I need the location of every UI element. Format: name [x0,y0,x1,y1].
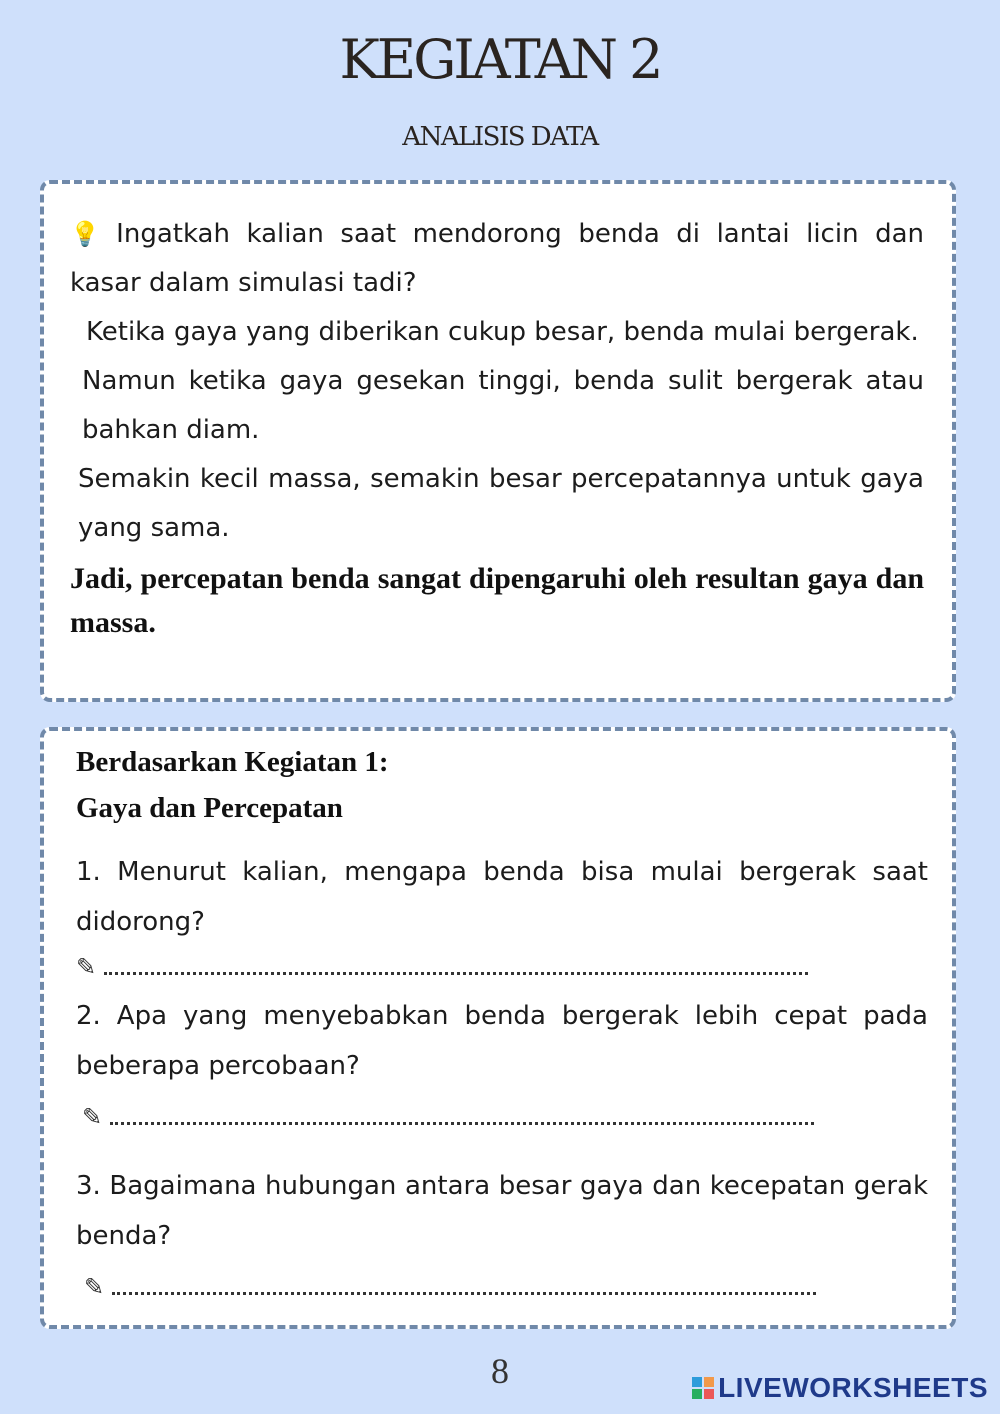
brand-name: LIVEWORKSHEETS [718,1372,988,1403]
intro-paragraph-text: Ingatkah kalian saat mendorong benda di lantai licin dan kasar dalam simulasi tadi? [70,219,925,298]
question-text: 2. Apa yang menyebabkan benda bergerak lebih cepat pada beberapa percobaan? [76,1001,928,1081]
answer-line[interactable] [76,1261,928,1301]
intro-paragraph: Namun ketika gaya gesekan tinggi, benda sulit bergerak atau bahkan diam. [82,366,924,445]
liveworksheets-logo-icon [692,1377,714,1399]
brand-logo[interactable] [692,1372,988,1404]
questions-subheading: Gaya dan Percepatan [76,792,343,824]
intro-paragraph: Ketika gaya yang diberikan cukup besar, benda mulai bergerak. [86,317,919,347]
intro-paragraph [70,210,924,308]
answer-input[interactable] [110,1114,814,1125]
answer-input[interactable] [112,1284,816,1295]
question-text: 3. Bagaimana hubungan antara besar gaya dan kecepatan gerak benda? [76,1171,928,1251]
pencil-icon: ✎ [76,953,97,981]
pencil-icon: ✎ [84,1273,105,1301]
lightbulb-icon: 💡 [70,220,109,248]
answer-input[interactable] [104,964,808,975]
conclusion-text: Jadi, percepatan benda sangat dipengaruhi oleh resultan gaya dan massa. [70,562,924,639]
answer-line[interactable] [76,1091,928,1131]
intro-paragraph: Semakin kecil massa, semakin besar percepatannya untuk gaya yang sama. [78,464,924,543]
page-title: KEGIATAN 2 [339,28,661,91]
page-number: 8 [491,1351,509,1391]
intro-card [40,180,956,702]
questions-card [40,727,956,1329]
page-subtitle: ANALISIS DATA [402,122,598,152]
pencil-icon: ✎ [82,1103,103,1131]
question-text: 1. Menurut kalian, mengapa benda bisa mulai bergerak saat didorong? [76,857,928,937]
answer-line[interactable] [76,947,928,981]
questions-heading: Berdasarkan Kegiatan 1: [76,746,389,778]
